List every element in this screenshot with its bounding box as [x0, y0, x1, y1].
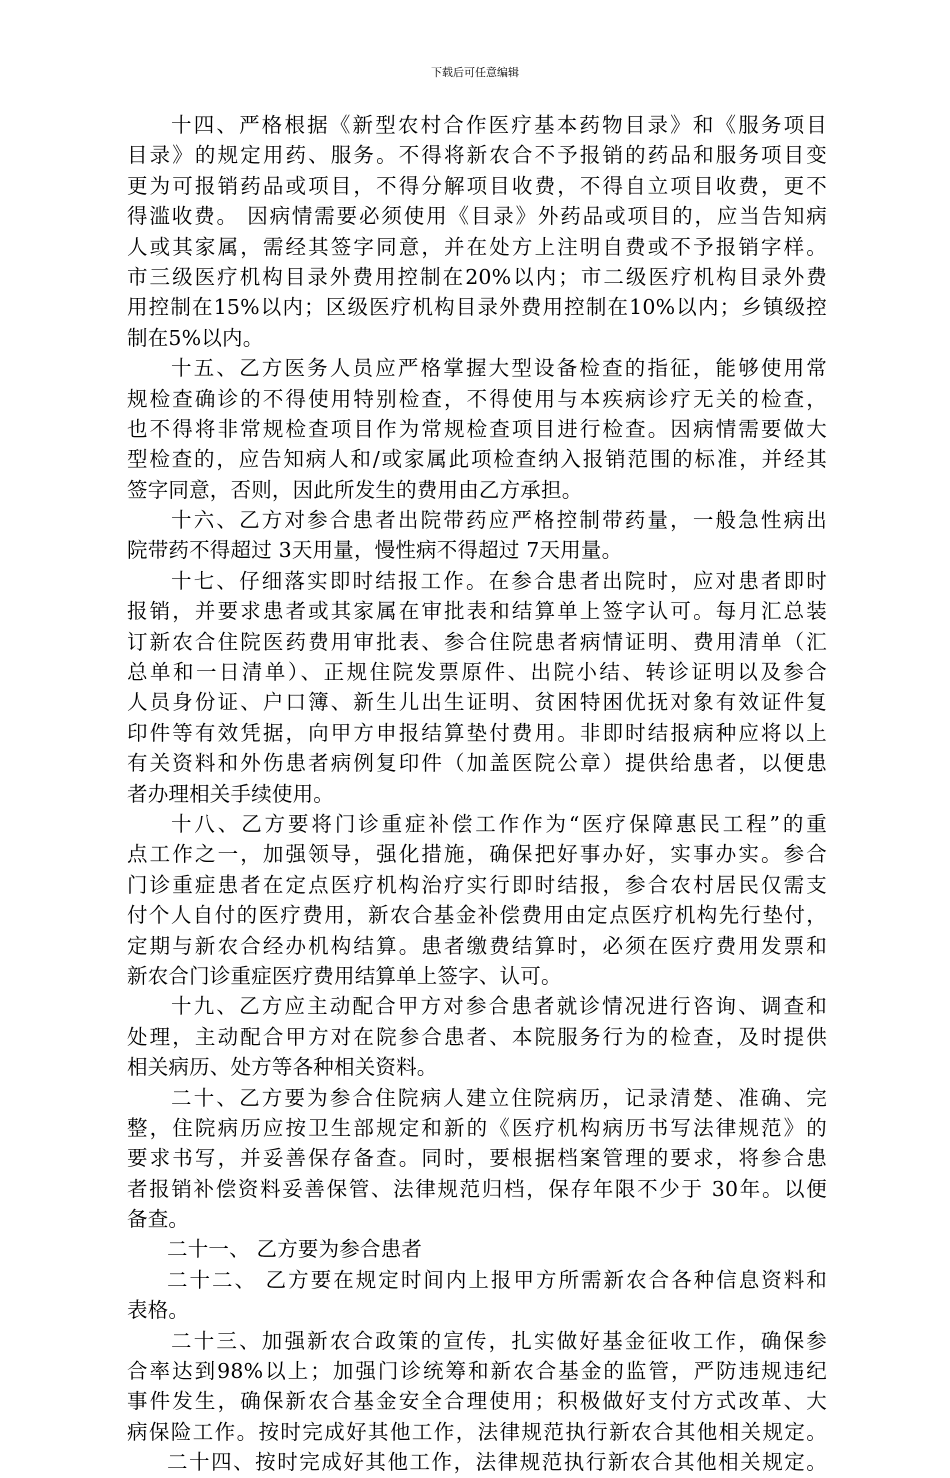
text-line: 目录》的规定用药、服务。不得将新农合不予报销的药品和服务项目变	[127, 143, 827, 168]
text-line: 用控制在15%以内；区级医疗机构目录外费用控制在10%以内；乡镇级控	[127, 295, 827, 320]
text-line: 十七、仔细落实即时结报工作。在参合患者出院时，应对患者即时	[171, 568, 827, 593]
text-line: 二十四、按时完成好其他工作，法律规范执行新农合其他相关规定。	[167, 1450, 827, 1475]
text-line: 二十二、 乙方要在规定时间内上报甲方所需新农合各种信息资料和	[167, 1267, 827, 1292]
text-line: 要求书写，并妥善保存备查。同时，要根据档案管理的要求，将参合患	[127, 1146, 827, 1171]
text-line: 人或其家属，需经其签字同意，并在处方上注明自费或不予报销字样。	[127, 234, 827, 259]
text-line: 十四、严格根据《新型农村合作医疗基本药物目录》和《服务项目	[171, 113, 827, 137]
text-line: 整，住院病历应按卫生部规定和新的《医疗机构病历书写法律规范》的	[127, 1115, 827, 1140]
text-line: 十八、乙方要将门诊重症补偿工作作为“医疗保障惠民工程”的重	[171, 811, 827, 836]
text-line: 事件发生，确保新农合基金安全合理使用；积极做好支付方式改革、大	[127, 1389, 827, 1414]
text-line: 订新农合住院医药费用审批表、参合住院患者病情证明、费用清单（汇	[127, 629, 827, 654]
text-line: 病保险工作。按时完成好其他工作，法律规范执行新农合其他相关规定。	[127, 1419, 827, 1444]
text-line: 更为可报销药品或项目，不得分解项目收费，不得自立项目收费，更不	[127, 173, 827, 198]
text-line: 总单和一日清单）、正规住院发票原件、出院小结、转诊证明以及参合	[127, 660, 827, 685]
text-line: 十六、乙方对参合患者出院带药应严格控制带药量，一般急性病出	[171, 508, 827, 533]
text-line: 门诊重症患者在定点医疗机构治疗实行即时结报，参合农村居民仅需支	[127, 872, 827, 897]
text-line: 印件等有效凭据，向甲方申报结算垫付费用。非即时结报病种应将以上	[127, 720, 827, 745]
text-line: 型检查的，应告知病人和/或家属此项检查纳入报销范围的标准，并经其	[127, 447, 827, 472]
text-line: 定期与新农合经办机构结算。患者缴费结算时，必须在医疗费用发票和	[127, 933, 827, 958]
text-line: 市三级医疗机构目录外费用控制在20%以内；市二级医疗机构目录外费	[127, 264, 827, 289]
text-line: 备查。	[127, 1207, 190, 1232]
text-line: 十五、乙方医务人员应严格掌握大型设备检查的指征，能够使用常	[171, 356, 827, 381]
text-line: 院带药不得超过 3天用量，慢性病不得超过 7天用量。	[127, 538, 623, 563]
text-line: 者办理相关手续使用。	[127, 781, 334, 806]
text-line: 得滥收费。 因病情需要必须使用《目录》外药品或项目的，应当告知病	[127, 204, 827, 229]
text-line: 合率达到98%以上；加强门诊统筹和新农合基金的监管，严防违规违纪	[127, 1359, 827, 1384]
text-line: 二十、乙方要为参合住院病人建立住院病历，记录清楚、准确、完	[171, 1085, 827, 1110]
text-line: 报销，并要求患者或其家属在审批表和结算单上签字认可。每月汇总装	[127, 599, 827, 624]
text-line: 人员身份证、户口簿、新生儿出生证明、贫困特困优抚对象有效证件复	[127, 690, 827, 715]
document-body	[127, 110, 827, 1478]
text-line: 十九、乙方应主动配合甲方对参合患者就诊情况进行咨询、调查和	[171, 994, 827, 1019]
text-line: 制在5%以内。	[127, 325, 264, 350]
text-line: 者报销补偿资料妥善保管、法律规范归档，保存年限不少于 30年。以便	[127, 1176, 827, 1201]
text-line: 签字同意，否则，因此所发生的费用由乙方承担。	[127, 477, 583, 502]
text-line: 相关病历、处方等各种相关资料。	[127, 1055, 438, 1080]
text-line: 点工作之一，加强领导，强化措施，确保把好事办好，实事办实。参合	[127, 842, 827, 867]
text-line: 新农合门诊重症医疗费用结算单上签字、认可。	[127, 963, 562, 988]
text-line: 有关资料和外伤患者病例复印件（加盖医院公章）提供给患者，以便患	[127, 751, 827, 776]
text-line: 二十一、 乙方要为参合患者	[167, 1237, 423, 1262]
text-line: 表格。	[127, 1298, 190, 1323]
text-line: 规检查确诊的不得使用特别检查，不得使用与本疾病诊疗无关的检查，	[127, 386, 827, 411]
text-line: 付个人自付的医疗费用，新农合基金补偿费用由定点医疗机构先行垫付，	[127, 903, 827, 928]
text-line: 二十三、加强新农合政策的宣传，扎实做好基金征收工作，确保参	[171, 1328, 827, 1353]
text-line: 也不得将非常规检查项目作为常规检查项目进行检查。因病情需要做大	[127, 416, 827, 441]
text-line: 处理，主动配合甲方对在院参合患者、本院服务行为的检查，及时提供	[127, 1024, 827, 1049]
page-header: 下载后可任意编辑	[431, 66, 519, 79]
